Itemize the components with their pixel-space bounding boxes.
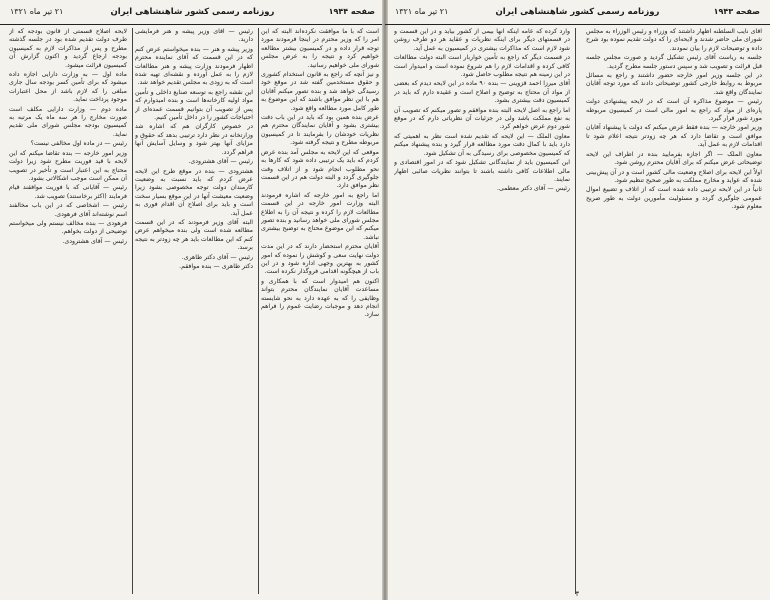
speaker-line: رئیس — آقای دکتر طاهری. xyxy=(181,253,253,261)
paragraph: آقایان محترم استحضار دارند که در این مدت دولت نهایت سعی و کوشش را نموده که امور کشور به بهترین وجهی اداره شود و در این باب از هیچگونه اقدامی فروگذار نکرده است. xyxy=(261,243,379,276)
paragraph: موقعی که این لایحه به مجلس آمد بنده عرض کردم که باید یک ترتیبی داده شود که کارها به نحو مطلوب انجام شود و از اتلاف وقت جلوگیری گردد و البته دولت هم در این قسمت نظر موافق دارد. xyxy=(261,148,379,190)
paragraph: عرض بنده همین بود که باید در این باب دقت بیشتری بشود و آقایان نمایندگان محترم هم نظریات خودشان را بفرمایند تا در کمیسیون مربوطه مطرح و نتیجه گرفته شود. xyxy=(261,114,379,147)
paragraph: در قسمت دیگر که راجع به تأمین خواربار است البته دولت مطالعات کافی کرده و اقدامات لازم را هم شروع نموده است و امیدوار است در این زمینه هم نتیجه مطلوب حاصل شود. xyxy=(394,54,570,79)
speaker-line: رئیس — آقای هشترودی. xyxy=(62,237,127,245)
paragraph: اما راجع به امور خارجه که اشاره فرمودند البته وزارت امور خارجه در این قسمت مطالعات لازم را کرده و نتیجه آن را به اطلاع مجلس شورای ملی خواهد رسانید و بنده تصور میکنم که این موضوع محتاج به توضیح بیشتری نباشد. xyxy=(261,191,379,241)
paragraph: جلسه به ریاست آقای رئیس تشکیل گردید و صورت مجلس جلسه قبل قرائت و تصویب شد و سپس دستور جلسه مطرح گردید. xyxy=(586,54,762,70)
paragraph: ماده اول — به وزارت دارایی اجازه داده میشود که برای تأمین کسر بودجه سال جاری مبلغی را که لازم باشد از محل اعتبارات موجود پرداخت نماید. xyxy=(9,71,127,104)
paragraph: این نقشه راجع به توسعه صنایع داخلی و تأمین مواد اولیه کارخانه‌ها است و بنده امیدوارم که پس از تصویب آن بتوانیم قسمت عمده‌ای از احتیاجات کشور را در داخل تأمین کنیم. xyxy=(135,88,253,122)
right-col-2 xyxy=(394,28,570,596)
speaker-line: رئیس — آقای هشترودی. xyxy=(188,158,253,166)
left-page-date: ۲۱ تیر ماه ۱۳۲۱ xyxy=(10,7,64,16)
speaker-line: معاون الملک — اگر اجازه بفرمایید بنده در اطراف این لایحه توضیحاتی عرض میکنم که برای آقایان محترم روشن شود. xyxy=(586,150,762,167)
paragraph: فرهودی — بنده مخالف نیستم ولی میخواستم توضیحی از دولت بخواهم. xyxy=(9,219,127,236)
speaker-line: دکتر طاهری — بنده موافقم. xyxy=(179,262,253,270)
column-rule xyxy=(575,28,576,594)
paragraph: این کمیسیون باید از نمایندگانی تشکیل شود که در امور اقتصادی و مالی اطلاعات کافی داشته باشند تا بتوانند نظریات صائبی اظهار نمایند. xyxy=(394,159,570,183)
right-page xyxy=(385,0,770,600)
column-rule xyxy=(132,28,133,594)
paragraph: آقای نایب السلطنه اظهار داشتند که وزراء و رئیس الوزراء به مجلس شورای ملی حاضر شدند و لایحه‌ای را که دولت تقدیم نموده بود شرح داده و توضیحات لازم را بیان نمودند. xyxy=(586,28,762,52)
left-page-masthead: روزنامه رسمی کشور شاهنشاهی ایران xyxy=(110,7,275,17)
paragraph: اما راجع به اصل لایحه البته بنده موافقم و تصور میکنم که تصویب آن به نفع مملکت باشد ولی در جزئیات آن نظریاتی دارم که در موقع شور دوم عرض خواهم کرد. xyxy=(394,106,570,131)
paragraph: وزیر امور خارجه — بنده فقط عرض میکنم که دولت با پیشنهاد آقایان موافق است و تقاضا دارد که هر چه زودتر نتیجه اعلام شود تا اقدامات لازم به عمل آید. xyxy=(586,124,762,149)
paragraph: وارد کرده که عامه اینکه آنها بیمی از کشور بیاید و در این قسمت و در قسمتهای دیگر برای اینکه نظریات و عقاید هر دو طرف روشن شود لازم است که مذاکرات بیشتری در کمیسیون به عمل آید. xyxy=(394,28,570,52)
paragraph: وزیر امور خارجه — بنده تقاضا میکنم که این لایحه با قید فوریت مطرح شود زیرا دولت محتاج به این اعتبار است و تأخیر در تصویب آن ممکن است موجب اشکالاتی بشود. xyxy=(9,149,127,182)
left-col-1 xyxy=(261,28,379,596)
paragraph: در این جلسه وزیر امور خارجه حضور داشتند و راجع به مسائل مربوط به روابط خارجی کشور توضیحاتی دادند که مورد توجه آقایان نمایندگان واقع شد. xyxy=(586,72,762,96)
right-col-1 xyxy=(586,28,762,596)
speaker-line: رئیس — آقای دکتر معظمی. xyxy=(497,185,570,193)
paragraph: هشترودی — بنده در موقع طرح این لایحه عرض کردم که باید نسبت به وضعیت کارمندان دولت توجه مخصوصی بشود زیرا وضعیت معیشت آنها در این موقع بسیار سخت است و باید برای اصلاح آن اقدام فوری به عمل آید. xyxy=(135,167,253,217)
paragraph: و نیز آنچه که راجع به قانون استخدام کشوری و حقوق مستخدمین گفته شد در موقع خود رسیدگی خواهد شد و بنده تصور میکنم آقایان هم با این نظر موافق باشند که این موضوع به طور کامل مورد مطالعه واقع شود. xyxy=(261,71,379,112)
paragraph: رئیس — آقایانی که با فوریت موافقند قیام فرمایند (اکثر برخاستند) تصویب شد. xyxy=(9,184,127,200)
left-page-number: صفحه ۱۹۴۴ xyxy=(328,7,375,16)
paragraph: اکنون هم امیدوار است که با همکاری و مساعدت آقایان نمایندگان محترم بتواند وظایفی را که به عهده دارد به نحو شایسته انجام دهد و موجبات رضایت عموم را فراهم سازد. xyxy=(261,277,379,319)
paragraph: البته آقای وزیر فرمودند که در این قسمت مطالعه شده است ولی بنده میخواهم عرض کنم که این مطالعات باید هر چه زودتر به نتیجه برسد. xyxy=(135,218,253,252)
speaker-line: معاون الملک — این لایحه که تقدیم شده است نظر به اهمیتی که دارد باید با کمال دقت مورد مطالعه قرار گیرد و بنده پیشنهاد میکنم که کمیسیون مخصوصی برای رسیدگی به آن تشکیل شود. xyxy=(394,132,570,157)
paragraph: ثانیاً در این لایحه ترتیبی داده شده است که از اتلاف و تضییع اموال عمومی جلوگیری گردد و مسئولیت مأمورین دولت به طور صریح معلوم شود. xyxy=(586,186,762,211)
left-col-3 xyxy=(9,28,127,596)
speaker-line: رئیس — اشخاصی که در این باب مخالفند اسم نوشته‌اند آقای فرهودی. xyxy=(9,202,127,218)
right-page-masthead: روزنامه رسمی کشور شاهنشاهی ایران xyxy=(495,7,660,17)
paragraph: در خصوص کارگران هم که اشاره شد وزارتخانه در نظر دارد ترتیبی بدهد که حقوق و مزایای آنها بهتر شود و وسایل آسایش آنها فراهم گردد. xyxy=(135,123,253,156)
paragraph: اولاً این لایحه برای اصلاح وضعیت مالی کشور است و در آن پیش‌بینی شده که عواید و مخارج مملکت به طور صحیح تنظیم شود. xyxy=(586,168,762,184)
paragraph: وزیر پیشه و هنر — بنده میخواستم عرض کنم که در این قسمت که آقای نماینده محترم اظهار فرمودند وزارت پیشه و هنر مطالعات لازم را به عمل آورده و نقشه‌ای تهیه شده است که به زودی به مجلس تقدیم خواهد شد. xyxy=(135,45,253,87)
left-page-header xyxy=(0,0,385,25)
right-page-header xyxy=(385,0,770,25)
speaker-line: آقای میرزا احمد قزوینی — بنده ۹۰ ماده در این لایحه دیدم که بعضی از مواد آن محتاج به توضیح و اصلاح است و عقیده دارم که باید در کمیسیون دقت بیشتری بشود. xyxy=(394,80,570,105)
paragraph: است که با ما موافقت نکرده‌اند البته که این امر را که وزیر محترم در اینجا فرمودند مورد توجه قرار داده و در کمیسیون بیشتر مطالعه خواهیم کرد و نتیجه را به عرض مجلس شورای ملی خواهیم رسانید. xyxy=(261,28,379,69)
column-rule xyxy=(258,28,259,594)
right-page-number: صفحه ۱۹۴۳ xyxy=(713,7,760,16)
paragraph: ماده دوم — وزارت دارایی مکلف است صورت مخارج را هر سه ماه یک مرتبه به کمیسیون بودجه مجلس شورای ملی تقدیم نماید. xyxy=(9,105,127,138)
right-page-date: ۲۱ تیر ماه ۱۳۲۱ xyxy=(395,7,449,16)
paragraph: رئیس — آقای وزیر پیشه و هنر فرمایشی دارید. xyxy=(135,28,253,44)
page-footer-number: ۴ xyxy=(575,590,580,598)
speaker-line: رئیس — موضوع مذاکره آن است که در لایحه پیشنهادی دولت پاره‌ای از مواد که راجع به امور مالی است در کمیسیون مربوطه مورد شور قرار گیرد. xyxy=(586,98,762,123)
speaker-line: رئیس — در ماده اول مخالفی نیست؟ xyxy=(30,140,127,148)
left-col-2 xyxy=(135,28,253,596)
paragraph: لایحه اصلاح قسمتی از قانون بودجه که از طرف دولت تقدیم شده بود در جلسه گذشته مطرح و پس از مذاکرات لازم به کمیسیون بودجه ارجاع گردید و اکنون گزارش آن کمیسیون قرائت میشود. xyxy=(9,28,127,69)
